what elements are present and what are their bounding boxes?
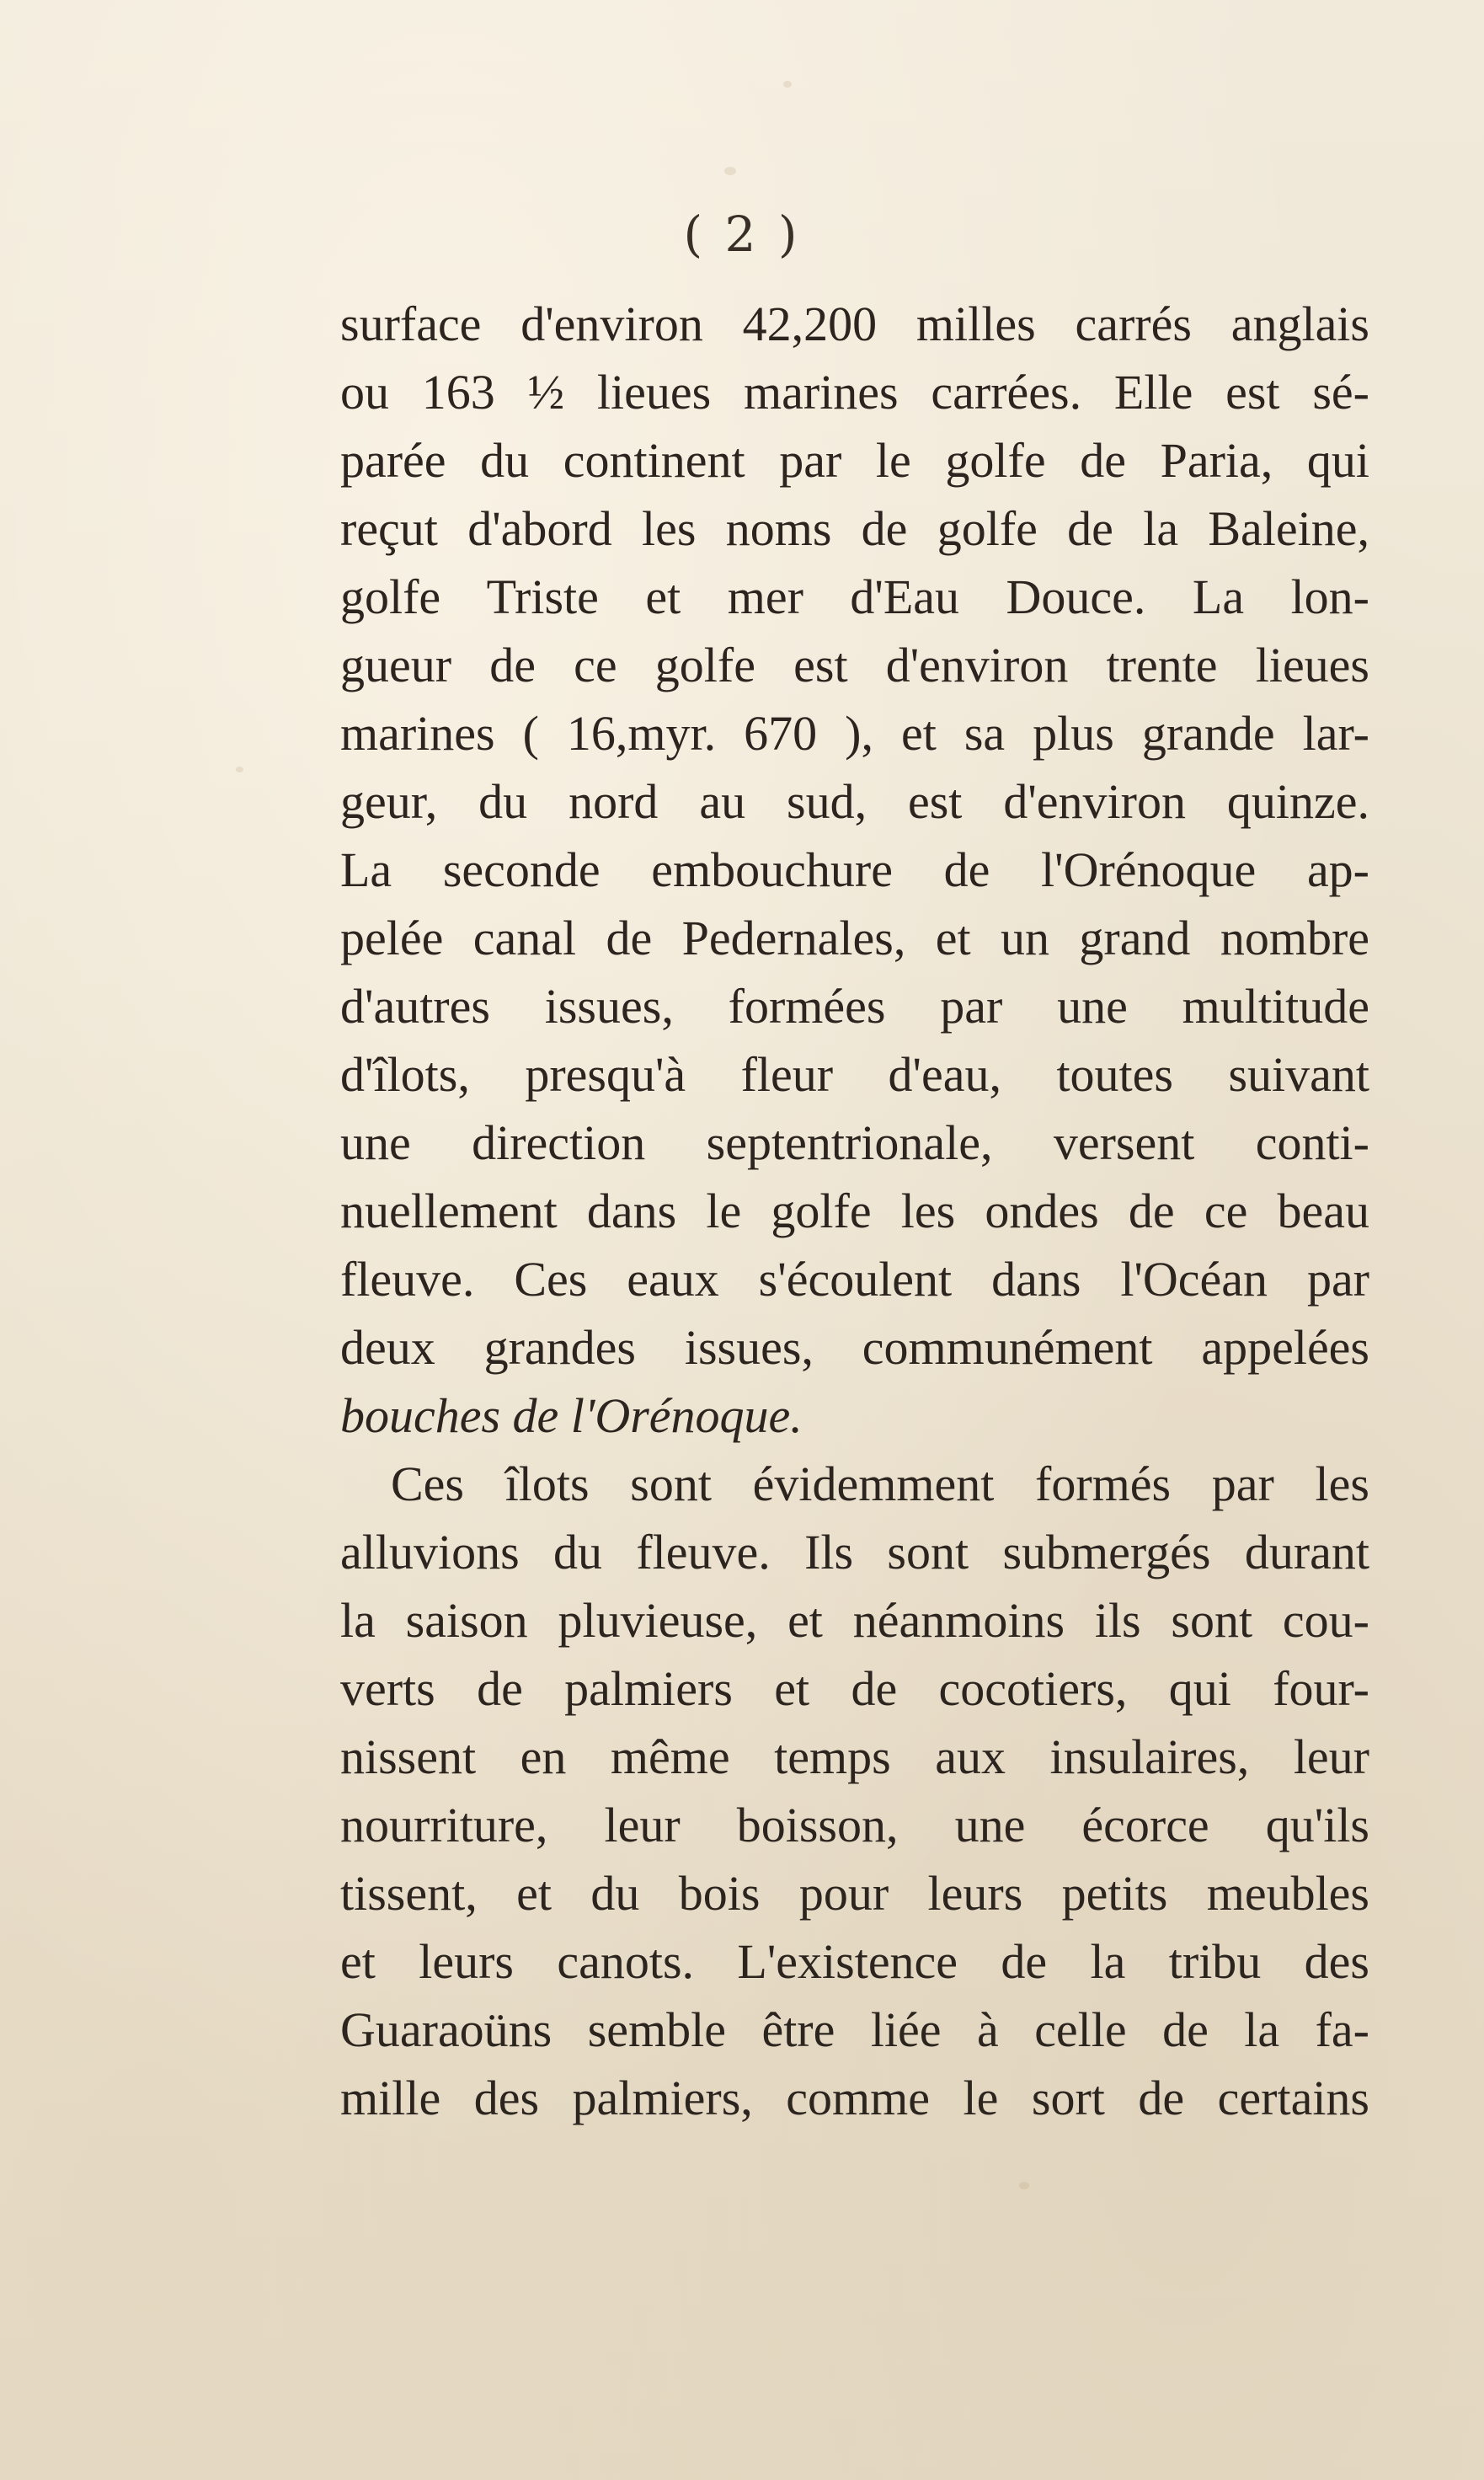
foxing-spot [236,767,243,772]
text-line: fleuve. Ces eaux s'écoulent dans l'Océan par [340,1252,1369,1307]
text-line: deux grandes issues, communément appelées [340,1320,1369,1375]
text-line: alluvions du fleuve. Ils sont submergés durant [340,1525,1369,1579]
foxing-spot [724,167,736,175]
text-line: nuellement dans le golfe les ondes de ce beau [340,1184,1369,1238]
text-line: verts de palmiers et de cocotiers, qui four- [340,1661,1369,1716]
text-line: mille des palmiers, comme le sort de certains [340,2071,1369,2125]
text-line: d'autres issues, formées par une multitude [340,979,1369,1034]
text-line: tissent, et du bois pour leurs petits meubles [340,1866,1369,1921]
text-line: surface d'environ 42,200 milles carrés anglais [340,297,1369,351]
text-line: nourriture, leur boisson, une écorce qu'ils [340,1798,1369,1852]
text-line: gueur de ce golfe est d'environ trente lieues [340,638,1369,692]
text-line: bouches de l'Orénoque. [340,1388,803,1443]
text-line: pelée canal de Pedernales, et un grand nombre [340,911,1369,965]
body-text [340,290,1369,2132]
text-line: ou 163 ½ lieues marines carrées. Elle est sé- [340,365,1369,420]
text-line: La seconde embouchure de l'Orénoque ap- [340,842,1369,897]
foxing-spot [1019,2182,1029,2189]
text-line: geur, du nord au sud, est d'environ quinze. [340,774,1369,829]
foxing-spot [783,81,792,88]
text-line: golfe Triste et mer d'Eau Douce. La lon- [340,569,1369,624]
text-line: parée du continent par le golfe de Paria, qui [340,433,1369,488]
text-line: nissent en même temps aux insulaires, leur [340,1729,1369,1784]
text-line: la saison pluvieuse, et néanmoins ils sont cou- [340,1593,1369,1648]
text-line: marines ( 16,myr. 670 ), et sa plus grande lar- [340,706,1369,761]
text-line: Ces îlots sont évidemment formés par les [391,1456,1369,1511]
running-head-page-number: ( 2 ) [683,206,801,263]
text-line: d'îlots, presqu'à fleur d'eau, toutes suivant [340,1047,1369,1102]
text-line: et leurs canots. L'existence de la tribu des [340,1934,1369,1989]
text-line: une direction septentrionale, versent conti- [340,1115,1369,1170]
text-line: reçut d'abord les noms de golfe de la Baleine, [340,501,1369,556]
text-line: Guaraoüns semble être liée à celle de la fa- [340,2002,1369,2057]
